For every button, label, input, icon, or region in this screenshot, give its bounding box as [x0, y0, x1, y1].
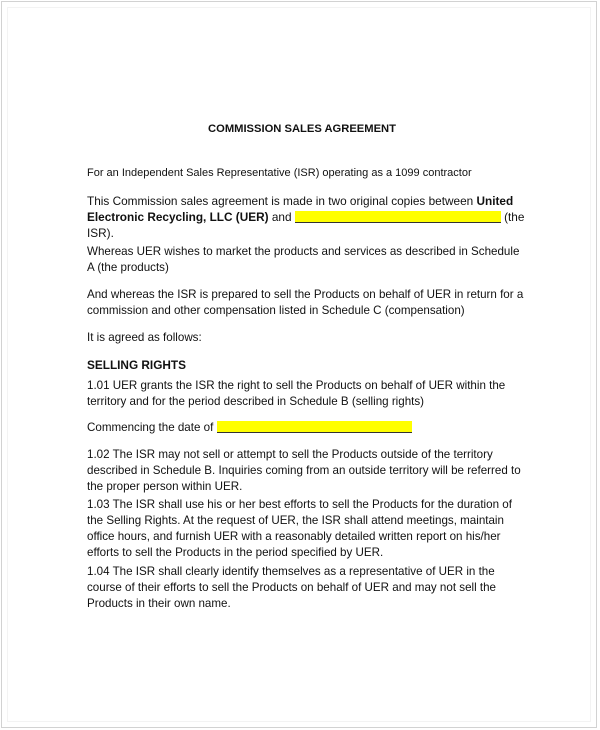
clause-1-02: 1.02 The ISR may not sell or attempt to sell the Products outside of the territory described in Schedule B. Inquiries coming from an outside territory will be referred to the proper person within UER. — [87, 448, 521, 493]
clause-1-03: 1.03 The ISR shall use his or her best efforts to sell the Products for the duration of the Selling Rights. At the request of UER, the ISR shall attend meetings, maintain office hours, and furnish UER with a reasonably detailed written report on his/her efforts to sell the Products in the period specified by UER. — [87, 498, 512, 559]
isr-name-blank-field[interactable] — [295, 211, 501, 223]
intro-text-and: and — [268, 210, 295, 224]
party-uer: United Electronic Recycling, LLC (UER) — [87, 194, 514, 224]
commencing-label: Commencing the date of — [87, 421, 217, 434]
document-title: COMMISSION SALES AGREEMENT — [208, 123, 396, 135]
commencing-date-line — [87, 420, 527, 436]
whereas-paragraph-2: And whereas the ISR is prepared to sell the Products on behalf of UER in return for a commission and other compensation listed in Schedule C (compensation) — [87, 288, 524, 317]
clause-1-01: 1.01 UER grants the ISR the right to sell the Products on behalf of UER within the territory and for the period described in Schedule B (selling rights) — [87, 379, 506, 408]
intro-paragraph — [87, 193, 527, 241]
document-subtitle: For an Independent Sales Representative (ISR) operating as a 1099 contractor — [87, 167, 472, 179]
clause-1-04: 1.04 The ISR shall clearly identify themselves as a representative of UER in the course of their efforts to sell the Products on behalf of UER and may not sell the Products in their own name. — [87, 565, 497, 610]
whereas-paragraph-1: Whereas UER wishes to market the products and services as described in Schedule A (the products) — [87, 245, 520, 274]
intro-text-after: (the ISR). — [87, 210, 525, 240]
commencing-date-blank-field[interactable] — [217, 421, 412, 433]
intro-text-before: This Commission sales agreement is made in two original copies between — [87, 194, 477, 208]
section-heading-selling-rights: SELLING RIGHTS — [87, 358, 186, 372]
agreed-paragraph: It is agreed as follows: — [87, 331, 202, 344]
